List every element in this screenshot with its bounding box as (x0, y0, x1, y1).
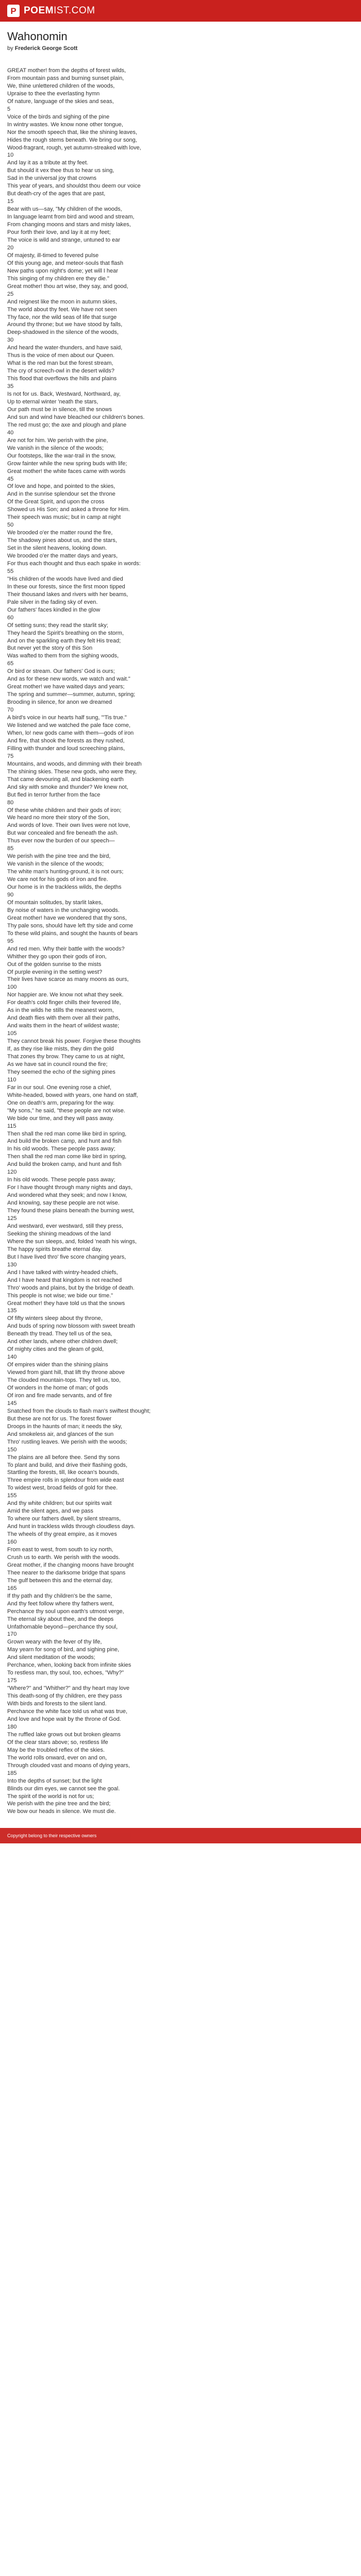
poem-title: Wahonomin (7, 30, 68, 43)
poem-line: Grown weary with the fever of thy life, (7, 1639, 102, 1646)
poem-line: As we have sat in council round the fire; (7, 1061, 108, 1067)
poem-line: 30 (7, 337, 14, 344)
poem-line: Out of the golden sunrise to the mists (7, 961, 102, 968)
poem-line: If, as they rise like mists, they dim the gold (7, 1046, 114, 1053)
poem-line: 155 (7, 1493, 17, 1499)
poem-line: Of fifty winters sleep about thy throne, (7, 1315, 103, 1322)
poem-line: Or bird or stream. Our fathers' God is ours; (7, 668, 115, 675)
poem-line: 115 (7, 1123, 17, 1129)
poem-line: And red men. Why their battle with the woods? (7, 945, 125, 952)
poem-line: Great mother! the white faces came with words (7, 468, 126, 474)
poem-line: 180 (7, 1723, 17, 1730)
poem-line: That came devouring all, and blackening earth (7, 776, 124, 783)
poem-line: Thus ever now the burden of our speech— (7, 838, 115, 844)
poem-line: Then shall the red man come like bird in spring, (7, 1130, 127, 1137)
poem-line: And other lands, where other children dwell; (7, 1338, 118, 1345)
poem-line: White-headed, bowed with years, one hand on staff, (7, 1092, 138, 1098)
poem-line: But these are not for us. The forest flower (7, 1415, 112, 1422)
poem-line: We perish with the pine tree and the bird, (7, 853, 111, 860)
poem-line: This singing of my children ere they die." (7, 275, 109, 282)
poem-line: Of the clear stars above; so, restless life (7, 1739, 108, 1745)
poem-line: Grow fainter while the new spring buds with life; (7, 460, 127, 467)
poem-line: 185 (7, 1770, 17, 1776)
poem-line: 5 (7, 106, 11, 112)
poem-line: To widest west, broad fields of gold for thee. (7, 1485, 118, 1492)
poem-line: This death-song of thy children, ere they pass (7, 1693, 122, 1700)
poem-line: Startling the forests, till, like ocean's bounds, (7, 1469, 119, 1476)
poem-line: But I have lived thro' five score changing years, (7, 1253, 126, 1260)
poem-line: 40 (7, 429, 14, 436)
poem-line: And love and hope wait by the throne of God. (7, 1716, 121, 1722)
poem-line: 150 (7, 1446, 17, 1453)
poem-line: Voice of the birds and sighing of the pine (7, 113, 110, 120)
poem-line: 95 (7, 938, 14, 944)
poem-line: When, lo! new gods came with them—gods of iron (7, 730, 134, 736)
poem-line: And build the broken camp, and hunt and fish (7, 1161, 122, 1168)
poem-line: And in the sunrise splendour set the throne (7, 491, 116, 498)
poem-line: Perchance the white face told us what was true, (7, 1708, 127, 1715)
poem-line: And heard the water-thunders, and have said, (7, 345, 123, 351)
poem-line: To where our fathers dwell, by silent streams, (7, 1516, 121, 1522)
by-label: by (7, 45, 13, 52)
poem-line: But fled in terror further from the face (7, 791, 101, 798)
poem-line: And words of love. Their own lives were not love, (7, 822, 130, 829)
poem-line: By noise of waters in the unchanging woods. (7, 907, 120, 913)
poem-line: And knowing, say these people are not wise. (7, 1200, 120, 1207)
poem-line: This people is not wise; we bide our time." (7, 1292, 113, 1299)
poem-line: Of iron and fire made servants, and of fire (7, 1392, 112, 1399)
site-logo-text (24, 5, 95, 16)
poem-line: 55 (7, 568, 14, 574)
poem-line: Deep-shadowed in the silence of the woods, (7, 329, 119, 336)
poem-line: We brooded o'er the matter days and years, (7, 553, 118, 560)
poem-line: Thro' woods and plains, but by the bridge of death. (7, 1284, 135, 1291)
poem-line: We perish with the pine tree and the bird; (7, 1801, 111, 1807)
footer-copyright: Copyright belong to their respective owners (7, 1833, 97, 1839)
poem-line: Wood-fragrant, rough, yet autumn-streaked with love, (7, 144, 141, 151)
logo-thin-text: IST.COM (53, 5, 95, 16)
poem-line: 110 (7, 1076, 17, 1083)
poem-line: Of wonders in the home of man; of gods (7, 1384, 108, 1391)
poem-line: 80 (7, 799, 14, 806)
poem-line: The plains are all before thee. Send thy sons (7, 1454, 120, 1461)
poem-line: We heard no more their story of the Son, (7, 815, 110, 821)
poem-line: This year of years, and shouldst thou deem our voice (7, 183, 141, 190)
poem-line: But war concealed and fire beneath the ash. (7, 830, 119, 837)
poem-line: Of purple evening in the setting west? (7, 969, 103, 975)
poem-line: 165 (7, 1585, 17, 1591)
poem-line: The white man's hunting-ground, it is not ours; (7, 869, 124, 875)
poem-line: And sun and wind have bleached our children's bones. (7, 414, 145, 420)
poem-line: In these our forests, since the first moon tipped (7, 583, 125, 590)
poem-line: Of empires wider than the shining plains (7, 1362, 108, 1368)
poem-line: Is not for us. Back, Westward, Northward, ay, (7, 391, 121, 398)
site-header (0, 0, 361, 22)
poem-line: Mountains, and woods, and dimming with their breath (7, 760, 142, 767)
poem-line: To these wild plains, and sought the haunts of bears (7, 930, 138, 937)
poem-line: And I have heard that kingdom is not reached (7, 1277, 122, 1283)
poem-line: 105 (7, 1030, 17, 1037)
poem-byline (7, 45, 354, 52)
poem-line: And reignest like the moon in autumn skies, (7, 298, 117, 305)
poem-line: Brooding in silence, for anon we dreamed (7, 699, 112, 706)
poem-line: 100 (7, 984, 17, 991)
poem-line: Great mother, if the changing moons have brought (7, 1562, 134, 1568)
poem-line: We vanish in the silence of the woods; (7, 445, 104, 451)
poem-line: Nor happier are. We know not what they seek. (7, 992, 124, 998)
poem-line: 170 (7, 1631, 17, 1638)
poem-line: We vanish in the silence of the woods; (7, 861, 104, 868)
poem-line: And westward, ever westward, still they press, (7, 1223, 123, 1229)
poem-line: Three empire rolls in splendour from wide east (7, 1477, 124, 1484)
poem-line: Our home is in the trackless wilds, the depths (7, 884, 122, 891)
poem-line: The eternal sky about thee, and the deeps (7, 1616, 114, 1622)
poem-line: For thus each thought and thus each spake in words: (7, 561, 141, 567)
poem-line: New paths upon night's dome; yet will I hear (7, 267, 118, 274)
poem-line: 60 (7, 614, 14, 621)
poem-line: In his old woods. These people pass away; (7, 1146, 116, 1153)
poem-line: They heard the Spirit's breathing on the storm, (7, 630, 124, 636)
poem-line: With birds and forests to the silent land. (7, 1701, 107, 1707)
poem-line: Hides the rough stems beneath. We bring our song, (7, 137, 137, 143)
poem-line: We bow our heads in silence. We must die. (7, 1808, 116, 1815)
poem-line: Sad in the universal joy that crowns (7, 175, 97, 182)
poem-line: The shining skies. These new gods, who were they, (7, 768, 137, 775)
poem-line: Filling with thunder and loud screeching plains, (7, 745, 125, 752)
poem-line: Of love and hope, and pointed to the skies, (7, 483, 116, 490)
poem-line: And buds of spring now blossom with sweet breath (7, 1323, 135, 1330)
poem-line: Nor the smooth speech that, like the shining leaves, (7, 129, 137, 135)
poem-line: Of the Great Spirit, and upon the cross (7, 499, 105, 505)
site-footer (0, 1828, 361, 1843)
poem-line: And build the broken camp, and hunt and fish (7, 1138, 122, 1145)
poem-line: 35 (7, 383, 14, 390)
poem-line: We care not for his gods of iron and fire. (7, 876, 108, 883)
poem-line: In wintry wastes. We know none other tongue, (7, 121, 123, 128)
poem-line: GREAT mother! from the depths of forest wilds, (7, 67, 126, 74)
poem-line: Pale silver in the fading sky of even. (7, 599, 98, 605)
poem-line: May be the troubled reflex of the skies. (7, 1747, 105, 1753)
poem-line: Beneath thy tread. They tell us of the sea, (7, 1331, 112, 1337)
poem-line: 45 (7, 476, 14, 482)
poem-line: Of nature, language of the skies and seas, (7, 98, 114, 105)
poem-line: Unfathomable beyond—perchance thy soul, (7, 1623, 118, 1630)
poem-line: And thy white children; but our spirits wait (7, 1500, 112, 1507)
poem-line: The spring and summer—summer, autumn, spring; (7, 691, 136, 698)
poem-line: To plant and build, and drive their flashing gods, (7, 1462, 127, 1468)
poem-line: But never yet the story of this Son (7, 645, 93, 652)
poem-line: Of mountain solitudes, by starlit lakes, (7, 899, 103, 906)
poem-line: But should it vex thee thus to hear us sing, (7, 167, 114, 174)
poem-line: Bear with us—say, "My children of the woods, (7, 206, 122, 213)
poem-line: 125 (7, 1215, 17, 1222)
poem-line: 145 (7, 1400, 17, 1406)
poem-line: This flood that overflows the hills and plains (7, 376, 117, 382)
poem-line: Around thy throne; but we have stood by falls, (7, 321, 123, 328)
poem-line: Our path must be in silence, till the snows (7, 406, 112, 413)
poem-line: 70 (7, 707, 14, 714)
poem-line: Of setting suns; they read the starlit sky; (7, 622, 108, 629)
logo-bold-text: POEM (24, 5, 54, 16)
poem-line: And lay it as a tribute at thy feet. (7, 160, 89, 166)
poem-line: Of these white children and their gods of iron; (7, 807, 122, 814)
poem-line: Great mother! have we wondered that thy sons, (7, 914, 127, 921)
poem-line: And as for these new words, we watch and wait." (7, 676, 130, 683)
poem-line: And sky with smoke and thunder? We knew not, (7, 784, 128, 790)
poem-line: Viewed from giant hill, that lift thy throne above (7, 1369, 125, 1376)
poem-line: The world about thy feet. We have not seen (7, 306, 117, 313)
poem-line: The shadowy pines about us, and the stars, (7, 537, 117, 544)
poem-line: And death flies with them over all their paths, (7, 1015, 120, 1022)
poem-line: 75 (7, 753, 14, 759)
poem-line: From mountain pass and burning sunset plain, (7, 75, 124, 81)
poem-line: Amid the silent ages, and we pass (7, 1508, 93, 1515)
poem-line: Crush us to earth. We perish with the woods. (7, 1554, 120, 1561)
poem-line: 130 (7, 1261, 17, 1268)
poem-line: 25 (7, 291, 14, 297)
poem-line: "His children of the woods have lived and died (7, 575, 123, 582)
poem-line: And on the sparkling earth they felt His tread; (7, 637, 121, 644)
site-logo[interactable] (7, 5, 95, 17)
poem-line: Then shall the red man come like bird in spring, (7, 1154, 127, 1160)
poem-line: In language learnt from bird and wood and stream, (7, 214, 135, 221)
poem-line: They cannot break his power. Forgive these thoughts (7, 1038, 141, 1045)
poem-line: The cry of screech-owl in the desert wilds? (7, 368, 114, 375)
poem-line: To restless man, thy soul, too, echoes, "Why?" (7, 1670, 124, 1676)
poem-line: Of this young age, and meteor-souls that flash (7, 260, 124, 266)
poem-line: 175 (7, 1677, 17, 1684)
poem-line: 120 (7, 1169, 17, 1176)
poem-line: The ruffled lake grows out but broken gleams (7, 1731, 121, 1738)
poem-line: Into the depths of sunset; but the light (7, 1777, 102, 1784)
poem-line: Thy face, nor the wild seas of life that surge (7, 314, 117, 320)
poem-line: Are not for him. We perish with the pine, (7, 437, 108, 444)
poem-line: Was wafted to them from the sighing woods, (7, 653, 119, 659)
poem-line: The happy spirits breathe eternal day. (7, 1246, 102, 1252)
poem-line: Showed us His Son; and asked a throne for Him. (7, 506, 130, 513)
poem-line: Blinds our dim eyes, we cannot see the goal. (7, 1785, 120, 1792)
poem-line: One on death's arm, preparing for the way. (7, 1099, 114, 1106)
poem-line: The world rolls onward, ever on and on, (7, 1754, 107, 1761)
poem-line: Upraise to thee the everlasting hymn (7, 90, 100, 97)
poem-line: Their lives have scarce as many moons as ours, (7, 976, 129, 983)
poem-line: In his old woods. These people pass away; (7, 1177, 116, 1183)
poem-body (7, 67, 354, 1816)
poem-line: The red must go; the axe and plough and plane (7, 421, 127, 428)
poem-line: "My sons," he said, "these people are not wise. (7, 1107, 125, 1114)
poem-line: Thus is the voice of men about our Queen. (7, 352, 114, 359)
poem-author[interactable]: Frederick George Scott (14, 45, 78, 52)
poem-line: That zones thy brow. They came to us at night, (7, 1054, 125, 1060)
poem-line: Through clouded vast and moans of dying years, (7, 1762, 130, 1769)
poemist-logo-icon: P (7, 5, 20, 17)
poem-line: If thy path and thy children's be the same, (7, 1592, 112, 1599)
poem-line: Snatched from the clouds to flash man's swiftest thought; (7, 1408, 151, 1414)
poem-line: As in the wilds he stills the meanest worm, (7, 1007, 114, 1014)
poem-line: The gulf between this and the eternal day, (7, 1577, 113, 1584)
poem-line: 160 (7, 1539, 17, 1546)
poem-line: Pour forth their love, and lay it at my feet; (7, 229, 111, 236)
poem-line: And I have talked with wintry-headed chiefs, (7, 1269, 118, 1276)
poem-line: We bide our time, and they will pass away. (7, 1115, 114, 1122)
poem-line: Set in the silent heavens, looking down. (7, 545, 107, 552)
poem-line: We brooded o'er the matter round the fire, (7, 530, 113, 536)
poem-line: From east to west, from south to icy north, (7, 1547, 113, 1553)
poem-line: And fire, that shook the forests as they rushed, (7, 737, 125, 744)
poem-line: "Where?" and "Whither?" and thy heart may love (7, 1685, 129, 1692)
poem-line: The clouded mountain-tops. They tell us, too, (7, 1377, 121, 1384)
poem-line: Great mother! they have told us that the snows (7, 1300, 125, 1307)
poem-line: For death's cold finger chills their fevered life, (7, 999, 121, 1006)
poem-line: Great mother! we have waited days and years; (7, 684, 125, 690)
poem-line: May yearn for song of bird, and sighing pine, (7, 1647, 120, 1653)
poem-line: And hunt in trackless wilds through cloudless days. (7, 1523, 136, 1530)
poem-line: And wondered what they seek; and now I know, (7, 1192, 127, 1199)
poem-line: But death-cry of the ages that are past, (7, 191, 106, 197)
poem-line: The wheels of thy great empire, as it moves (7, 1531, 117, 1538)
poem-line: 50 (7, 522, 14, 529)
poem-line: Perchance thy soul upon earth's utmost verge, (7, 1608, 124, 1615)
poem-line: 90 (7, 891, 14, 898)
poem-line: And thy feet follow where thy fathers went, (7, 1600, 114, 1607)
poem-line: Where the sun sleeps, and, folded 'neath his wings, (7, 1238, 137, 1245)
poem-line: Our footsteps, like the war-trail in the snow, (7, 452, 116, 459)
poem-line: We listened and we watched the pale face come, (7, 722, 130, 729)
poem-line: Droops in the haunts of man; it needs the sky, (7, 1423, 122, 1430)
poem-line: 20 (7, 244, 14, 251)
poem-line: 140 (7, 1354, 17, 1361)
poem-line: Thro' rustling leaves. We perish with the woods; (7, 1438, 127, 1445)
poem-content (0, 22, 361, 1828)
poem-line: The spirit of the world is not for us; (7, 1793, 94, 1800)
poem-line: For I have thought through many nights and days, (7, 1184, 133, 1191)
poem-line: 10 (7, 152, 14, 159)
poem-line: Seeking the shining meadows of the land (7, 1230, 111, 1237)
poem-line: What is the red man but the forest stream, (7, 360, 113, 367)
poem-line: From changing moons and stars and misty lakes, (7, 222, 131, 228)
poem-line: Thy pale sons, should have left thy side and come (7, 922, 133, 929)
poem-line: 15 (7, 198, 14, 205)
poem-line: And silent meditation of the woods; (7, 1654, 95, 1661)
poem-line: Of majesty, ill-timed to fevered pulse (7, 252, 99, 259)
poem-line: Perchance, when, looking back from infinite skies (7, 1662, 132, 1669)
poem-line: Whither they go upon their gods of iron, (7, 953, 107, 960)
poem-line: 65 (7, 660, 14, 667)
poem-line: The voice is wild and strange, untuned to ear (7, 236, 120, 243)
poem-line: And waits them in the heart of wildest waste; (7, 1023, 120, 1029)
poem-line: Their speech was music; but in camp at night (7, 514, 121, 521)
poem-line: They seemed the echo of the sighing pines (7, 1069, 116, 1075)
poem-line: Far in our soul. One evening rose a chief, (7, 1084, 111, 1091)
poem-line: They found these plains beneath the burning west, (7, 1208, 135, 1214)
poem-line: Great mother! thou art wise, they say, and good, (7, 283, 128, 290)
poem-line: Our fathers' faces kindled in the glow (7, 606, 101, 613)
poem-line: Up to eternal winter 'neath the stars, (7, 398, 99, 405)
poem-line: And smokeless air, and glances of the sun (7, 1431, 114, 1437)
poem-line: Of mighty cities and the gleam of gold, (7, 1346, 104, 1353)
poem-line: Thee nearer to the darksome bridge that spans (7, 1569, 126, 1576)
poem-line: A bird's voice in our hearts half sung, "'Tis true." (7, 715, 127, 721)
poem-line: We, thine unlettered children of the woods, (7, 82, 115, 89)
poem-line: 85 (7, 845, 14, 852)
poem-line: Their thousand lakes and rivers with her beams, (7, 591, 128, 598)
poem-line: 135 (7, 1308, 17, 1314)
